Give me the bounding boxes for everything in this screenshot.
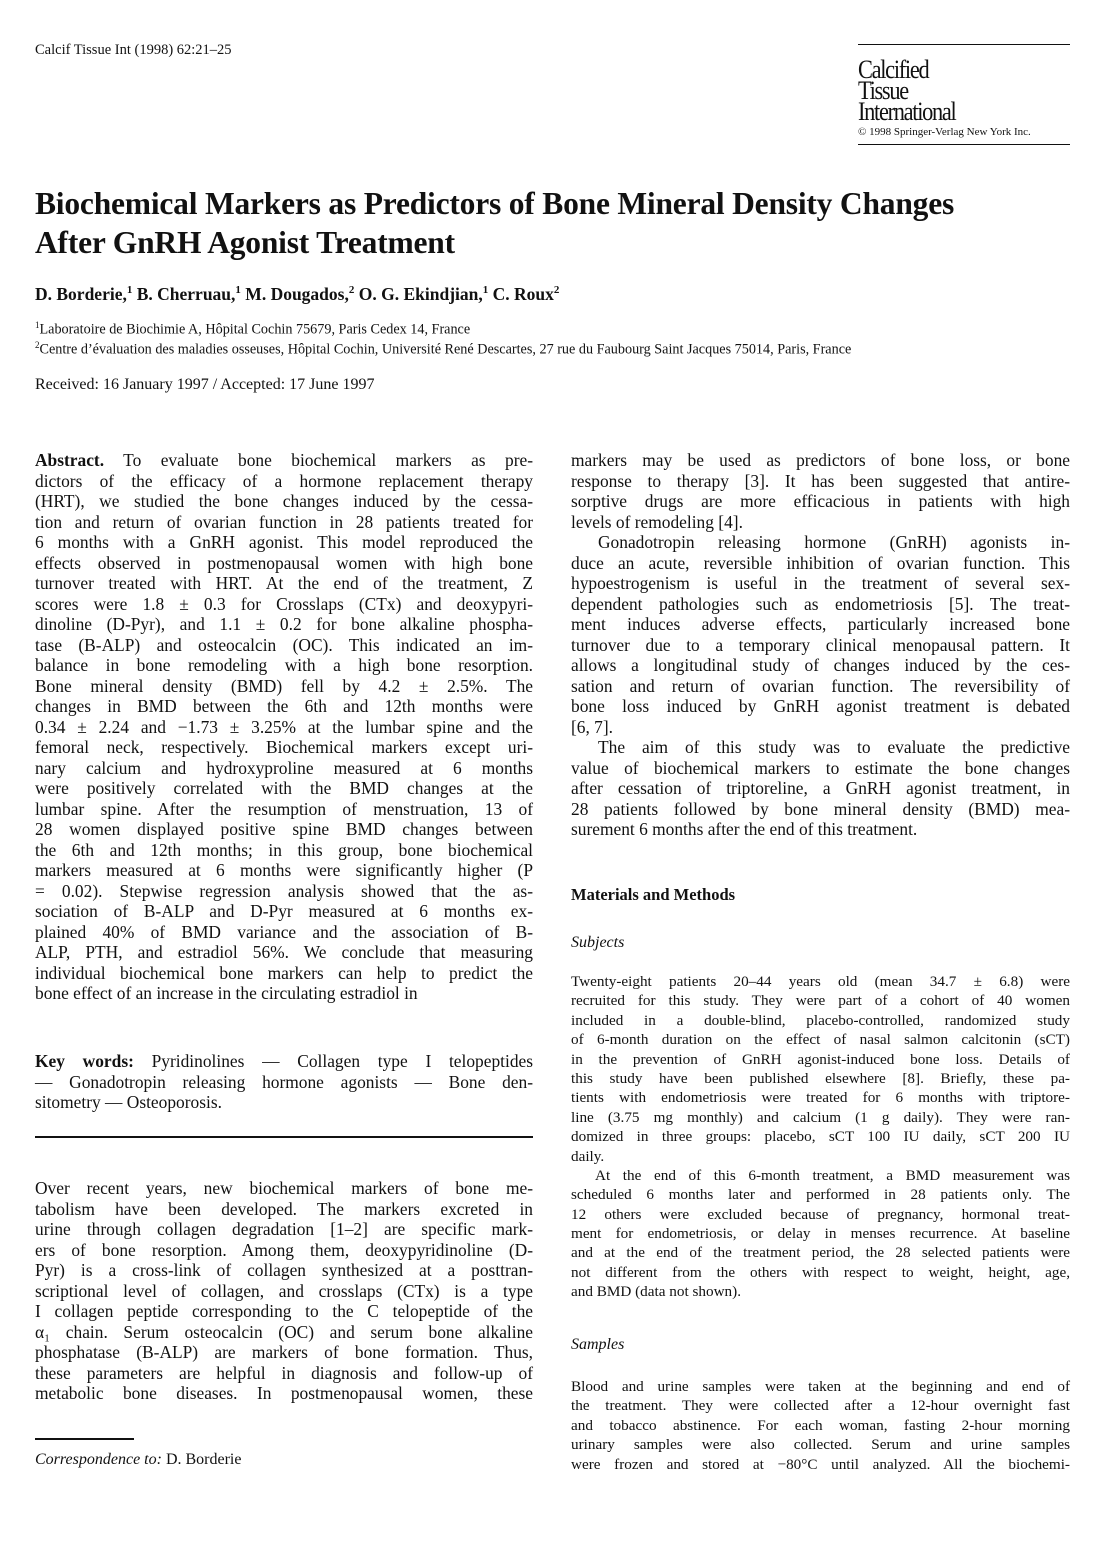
- journal-reference: Calcif Tissue Int (1998) 62:21–25: [35, 42, 232, 58]
- abstract: Abstract. To evaluate bone biochemical markers as pre- dictors of the efficacy of a hormone replacement therapy (HRT), we studied the bone changes induced by the cessa- tion and return of ovarian function in 28 patients treated for 6 months with a GnRH agonist. This model reproduced the effects observed in postmenopausal women with high bone turnover treated with HRT. At the end of the treatment, Z scores were 1.8 ± 0.3 for Crosslaps (CTx) and deoxypyri- dinoline (D-Pyr), and 1.1 ± 0.2 for bone alkaline phospha- tase (B-ALP) and osteocalcin (OC). This indicated an im- balance in bone remodeling with a high bone resorption. Bone mineral density (BMD) fell by 4.2 ± 2.5%. The changes in BMD between the 6th and 12th months were 0.34 ± 2.24 and −1.73 ± 3.25% at the lumbar spine and the femoral neck, respectively. Biochemical markers except uri- nary calcium and hydroxyproline measured at 6 months were positively correlated with the BMD changes at the lumbar spine. After the resumption of menstruation, 13 of 28 women displayed positive spine BMD changes between the 6th and 12th months; in this group, bone biochemical markers measured at 6 months were significantly higher (P = 0.02). Stepwise regression analysis showed that the as- sociation of B-ALP and D-Pyr measured at 6 months ex- plained 40% of BMD variance and the association of B- ALP, PTH, and estradiol 56%. We conclude that measuring individual biochemical bone markers can help to predict the bone effect of an increase in the circulating estradiol in: [35, 450, 533, 1003]
- logo-top-rule: [858, 44, 1070, 45]
- section-divider: [35, 1136, 533, 1138]
- logo-bottom-rule: [858, 144, 1070, 145]
- author: D. Borderie,: [35, 284, 127, 304]
- subjects-paragraph: Twenty-eight patients 20–44 years old (mean 34.7 ± 6.8) were recruited for this study. They were part of a cohort of 40 women included in a double-blind, placebo-controlled, randomized study of 6-month duration on the effect of nasal salmon calcitonin (sCT) in the prevention of GnRH agonist-induced bone loss. Details of this study have been published elsewhere [8]. Briefly, these pa- tients with endometriosis were treated for 6 months with triptore- line (3.75 mg monthly) and calcium (1 g daily). They were ran- domized in three groups: placebo, sCT 100 IU daily, sCT 200 IU daily. At the end of this 6-month treatment, a BMD measurement was scheduled 6 months later and performed in 28 patients only. The 12 others were excluded because of pregnancy, hormonal treat- ment for endometriosis, or delay in menses recurrence. At baseline and at the end of the treatment period, the 28 selected patients were not different from the others with respect to weight, height, age, and BMD (data not shown).: [571, 973, 1070, 1301]
- author-list: D. Borderie,$^1$ B. Cherruau,$^1$ M. Dougados,$^2$ O. G. Ekindjian,$^1$ C. Roux$^2$: [35, 284, 560, 304]
- affiliation-1: $^1$Laboratoire de Biochimie A, Hôpital Cochin 75679, Paris Cedex 14, France: [35, 320, 471, 338]
- abstract-label: Abstract.: [35, 450, 105, 470]
- copyright: © 1998 Springer-Verlag New York Inc.: [858, 126, 1031, 138]
- correspondence-note: Correspondence to: D. Borderie: [35, 1451, 242, 1468]
- author: C. Roux: [492, 284, 554, 304]
- introduction-right: markers may be used as predictors of bone loss, or bone response to therapy [3]. It has been suggested that antire- sorptive drugs are more efficacious in patients with high levels of remodeling [4]. Gonadotropin releasing hormone (GnRH) agonists in- duce an acute, reversible inhibition of ovarian function. This hypoestrogenism is useful in the treatment of several sex- dependent pathologies such as endometriosis [5]. The treat- ment induces adverse effects, particularly increased bone turnover due to a temporary clinical menopausal pattern. It allows a longitudinal study of changes induced by the ces- sation and return of ovarian function. The reversibility of bone loss induced by GnRH agonist treatment is debated [6, 7]. The aim of this study was to evaluate the predictive value of biochemical markers to estimate the bone changes after cessation of triptoreline, a GnRH agonist treatment, in 28 patients followed by bone mineral density (BMD) mea- surement 6 months after the end of this treatment.: [571, 450, 1070, 839]
- keywords-label: Key words:: [35, 1051, 134, 1071]
- author: M. Dougados,: [245, 284, 349, 304]
- logo-name: Calcified Tissue International: [858, 55, 956, 126]
- paper-title: Biochemical Markers as Predictors of Bone Mineral Density Changes After GnRH Agonist Treatment: [35, 186, 955, 260]
- keywords: Key words: Pyridinolines — Collagen type I telopeptides — Gonadotropin releasing hormone agonists — Bone den- sitometry — Osteoporosis.: [35, 1051, 534, 1112]
- affiliation-2: $^2$Centre d’évaluation des maladies osseuses, Hôpital Cochin, Université René Descartes, 27 rue du Faubourg Saint Jacques 75014, Paris, France: [35, 340, 852, 358]
- introduction-left: Over recent years, new biochemical markers of bone me- tabolism have been developed. The markers excreted in urine through collagen degradation [1–2] are specific mark- ers of bone resorption. Among them, deoxypyridinoline (D- Pyr) is a cross-link of collagen synthesized at a posttran- scriptional level of collagen, and crosslaps (CTx) is a type I collagen peptide corresponding to the C telopeptide of the α₁ chain. Serum osteocalcin (OC) and serum bone alkaline phosphatase (B-ALP) are markers of bone formation. Thus, these parameters are helpful in diagnosis and follow-up of metabolic bone diseases. In postmenopausal women, these: [35, 1178, 533, 1403]
- journal-logo: [858, 44, 1070, 145]
- subsection-heading-samples: Samples: [571, 1336, 625, 1353]
- footnote-rule: [35, 1438, 134, 1440]
- received-dates: Received: 16 January 1997 / Accepted: 17 June 1997: [35, 376, 375, 393]
- section-heading-methods: Materials and Methods: [571, 885, 736, 904]
- subsection-heading-subjects: Subjects: [571, 934, 625, 951]
- samples-paragraph: Blood and urine samples were taken at the beginning and end of the treatment. They were collected after a 12-hour overnight fast and tobacco abstinence. For each woman, fasting 2-hour morning urinary samples were also collected. Serum and urine samples were frozen and stored at −80°C until analyzed. All the biochemi-: [571, 1378, 1070, 1473]
- author: B. Cherruau,: [136, 284, 236, 304]
- author: O. G. Ekindjian,: [358, 284, 483, 304]
